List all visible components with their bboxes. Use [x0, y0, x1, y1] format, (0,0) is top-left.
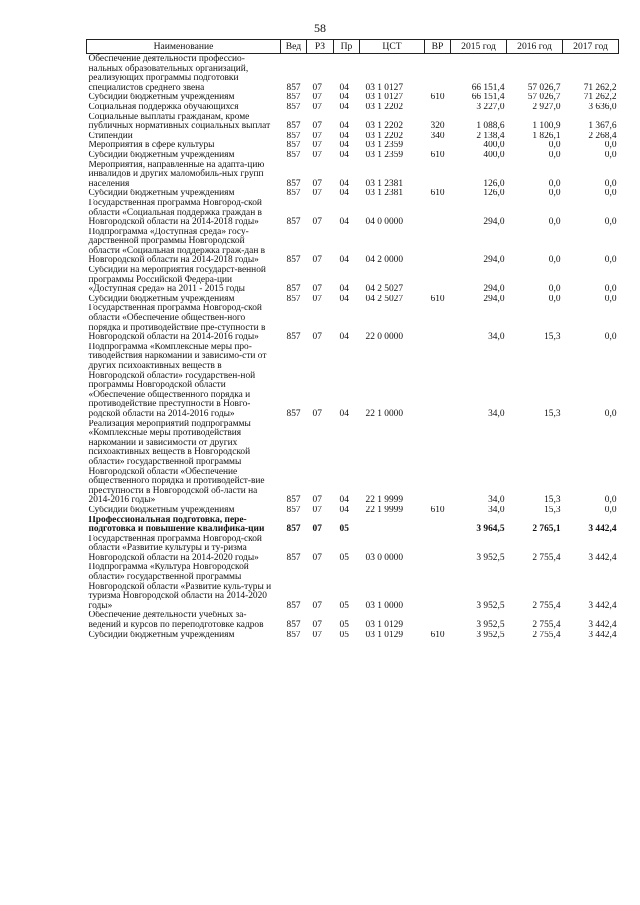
- cell-2017: 0,0: [604, 217, 617, 228]
- table-row: [87, 103, 619, 113]
- cell-cst: 03 1 2359: [365, 150, 403, 160]
- cell-2015: 294,0: [483, 284, 505, 295]
- cell-pr: 04: [339, 82, 349, 93]
- cell-2017: 0,0: [604, 294, 617, 304]
- cell-2016: 15,3: [544, 505, 561, 515]
- cell-ved: 857: [286, 332, 301, 343]
- header-ved: Вед: [281, 40, 307, 54]
- cell-pr: 04: [339, 93, 349, 103]
- cell-2015: 294,0: [483, 255, 505, 266]
- cell-2015: 2 138,4: [476, 131, 505, 141]
- cell-pr: 04: [339, 102, 349, 112]
- cell-pr: 05: [339, 620, 349, 631]
- cell-rz: 07: [312, 552, 322, 563]
- header-pr: Пр: [334, 40, 360, 54]
- cell-vr: [425, 199, 451, 228]
- cell-2017: 3 442,4: [588, 620, 617, 631]
- cell-vr: [425, 535, 451, 564]
- cell-pr: 04: [339, 150, 349, 160]
- cell-2016: 0,0: [548, 284, 561, 295]
- cell-name: Социальная поддержка обучающихся: [88, 102, 239, 112]
- cell-ved: 857: [286, 620, 301, 631]
- cell-rz: 07: [312, 102, 322, 112]
- cell-vr: 610: [430, 294, 445, 304]
- cell-rz: 07: [312, 178, 322, 189]
- cell-name: Подпрограмма «Культура Новгородской области» государственной программы Новгородской области «Развитие куль-туры и туризма Новгородской области на 2014-2020 годы»: [88, 563, 272, 611]
- cell-2017: 3 442,4: [588, 552, 617, 563]
- cell-pr: 05: [339, 552, 349, 563]
- cell-pr: 04: [339, 178, 349, 189]
- cell-vr: 610: [430, 189, 445, 199]
- cell-2017: 1 367,6: [588, 121, 617, 132]
- cell-2015: 66 151,4: [471, 82, 505, 93]
- cell-2015: 3 964,5: [476, 524, 505, 535]
- table-row: [87, 228, 619, 266]
- cell-2017: 0,0: [604, 189, 617, 199]
- cell-ved: 857: [286, 408, 301, 419]
- cell-cst: 04 2 0000: [365, 255, 403, 266]
- cell-pr: 04: [339, 408, 349, 419]
- cell-2016: 2 755,4: [532, 552, 561, 563]
- cell-2017: 0,0: [604, 141, 617, 151]
- cell-pr: 04: [339, 141, 349, 151]
- cell-2016: 1 100,9: [532, 121, 561, 132]
- cell-name: Мероприятия, направленные на адапта-цию инвалидов и других маломобиль-ных групп населения: [88, 160, 265, 189]
- cell-name: Подпрограмма «Комплексные меры про-тиводействия наркомании и зависимо-сти от других психоактивных веществ в Новгородской области» государствен-ной программы Новгородской области «Обеспечение общественного порядка и противодействие преступности в Новго-родской области на 2014-2016 годы»: [88, 342, 267, 419]
- cell-2016: 15,3: [544, 408, 561, 419]
- cell-ved: 857: [286, 600, 301, 611]
- cell-cst: 03 1 0000: [365, 600, 403, 611]
- table-row: [87, 343, 619, 420]
- cell-ved: 857: [286, 630, 301, 640]
- cell-vr: 610: [430, 505, 445, 515]
- cell-vr: 610: [430, 150, 445, 160]
- cell-2015: 66 151,4: [471, 93, 505, 103]
- cell-2016: 0,0: [548, 294, 561, 304]
- cell-2017: 0,0: [604, 284, 617, 295]
- cell-cst: 03 1 0127: [365, 93, 403, 103]
- cell-vr: [425, 516, 451, 535]
- cell-vr: [425, 343, 451, 420]
- cell-name: Субсидии бюджетным учреждениям: [88, 93, 235, 103]
- table-row: [87, 199, 619, 228]
- cell-pr: 04: [339, 332, 349, 343]
- cell-cst: 03 1 0127: [365, 82, 403, 93]
- cell-cst: 03 0 0000: [365, 552, 403, 563]
- cell-2015: 126,0: [483, 189, 505, 199]
- page-number: 58: [314, 21, 326, 35]
- cell-name: Мероприятия в сфере культуры: [88, 141, 215, 151]
- table-row: [87, 304, 619, 342]
- cell-name: Субсидии бюджетным учреждениям: [88, 294, 235, 304]
- cell-ved: 857: [286, 552, 301, 563]
- cell-2015: 34,0: [488, 408, 505, 419]
- cell-2016: 0,0: [548, 141, 561, 151]
- cell-vr: 340: [430, 131, 445, 141]
- cell-2015: 3 952,5: [476, 630, 505, 640]
- cell-rz: 07: [312, 284, 322, 295]
- cell-ved: 857: [286, 141, 301, 151]
- cell-cst: 03 1 2202: [365, 131, 403, 141]
- cell-vr: [425, 161, 451, 190]
- cell-name: Обеспечение деятельности учебных за-ведений и курсов по переподготовке кадров: [88, 611, 264, 631]
- cell-pr: 04: [339, 131, 349, 141]
- cell-pr: 04: [339, 121, 349, 132]
- cell-2016: 57 026,7: [527, 82, 561, 93]
- cell-2015: 1 088,6: [476, 121, 505, 132]
- cell-cst: 04 2 5027: [365, 284, 403, 295]
- table-row: [87, 132, 619, 142]
- cell-pr: 04: [339, 505, 349, 515]
- cell-vr: [425, 563, 451, 611]
- cell-ved: 857: [286, 93, 301, 103]
- cell-cst: 03 1 2359: [365, 141, 403, 151]
- cell-2015: 34,0: [488, 332, 505, 343]
- cell-2016: 15,3: [544, 332, 561, 343]
- cell-ved: 857: [286, 121, 301, 132]
- cell-rz: 07: [312, 524, 322, 535]
- table-row: [87, 161, 619, 190]
- cell-2017: 0,0: [604, 408, 617, 419]
- cell-cst: 03 1 2381: [365, 178, 403, 189]
- cell-2017: 0,0: [604, 332, 617, 343]
- cell-pr: 04: [339, 294, 349, 304]
- budget-table: [86, 39, 619, 640]
- cell-2015: 400,0: [483, 150, 505, 160]
- table-row: [87, 93, 619, 103]
- cell-ved: 857: [286, 294, 301, 304]
- cell-rz: 07: [312, 408, 322, 419]
- cell-cst: 03 1 0129: [365, 630, 403, 640]
- cell-rz: 07: [312, 505, 322, 515]
- cell-rz: 07: [312, 294, 322, 304]
- cell-vr: [425, 54, 451, 94]
- cell-pr: 05: [339, 630, 349, 640]
- cell-rz: 07: [312, 93, 322, 103]
- table-row: [87, 151, 619, 161]
- cell-ved: 857: [286, 189, 301, 199]
- cell-2015: 294,0: [483, 217, 505, 228]
- cell-cst: 22 0 0000: [365, 332, 403, 343]
- cell-name: Государственная программа Новгород-ской области «Обеспечение обществен-ного порядка и противодействие пре-ступности в Новгородской области на 2014-2016 годы»: [88, 304, 266, 343]
- table-row: [87, 295, 619, 305]
- cell-2017: 2 268,4: [588, 131, 617, 141]
- cell-2015: 34,0: [488, 495, 505, 506]
- cell-cst: 22 1 9999: [365, 495, 403, 506]
- cell-rz: 07: [312, 600, 322, 611]
- cell-vr: 610: [430, 630, 445, 640]
- table-row: [87, 516, 619, 535]
- cell-ved: 857: [286, 102, 301, 112]
- cell-ved: 857: [286, 178, 301, 189]
- cell-name: Субсидии бюджетным учреждениям: [88, 150, 235, 160]
- cell-rz: 07: [312, 150, 322, 160]
- cell-vr: [425, 420, 451, 506]
- cell-name: Обеспечение деятельности профессио-нальных образовательных организаций, реализующих программы подготовки специалистов среднего звена: [88, 54, 249, 93]
- cell-ved: 857: [286, 284, 301, 295]
- cell-name: Реализация мероприятий подпрограммы «Комплексные меры противодействия наркомании и зависимости от других психоактивных веществ в Новгородской области» государственной программы Новгородской области «Обеспечение общественного порядка и противодейст-вие преступности в Новгородской об-ласти на 2014-2016 годы»: [88, 419, 265, 506]
- cell-2016: 2 765,1: [532, 524, 561, 535]
- cell-pr: 04: [339, 284, 349, 295]
- cell-vr: [425, 266, 451, 295]
- cell-2015: 126,0: [483, 178, 505, 189]
- table-row: [87, 54, 619, 94]
- cell-pr: 04: [339, 189, 349, 199]
- cell-2017: 3 442,4: [588, 600, 617, 611]
- cell-name: Субсидии на мероприятия государст-венной программы Российской Федера-ции «Доступная среда» на 2011 - 2015 годы: [88, 266, 266, 295]
- cell-ved: 857: [286, 524, 301, 535]
- cell-2017: 0,0: [604, 178, 617, 189]
- cell-vr: 320: [430, 121, 445, 132]
- cell-name: Государственная программа Новгород-ской области «Развитие культуры и ту-ризма Новгородской области на 2014-2020 годы»: [88, 534, 262, 563]
- cell-rz: 07: [312, 620, 322, 631]
- table-row: [87, 189, 619, 199]
- cell-rz: 07: [312, 217, 322, 228]
- cell-cst: 03 1 2202: [365, 102, 403, 112]
- cell-name: Подпрограмма «Доступная среда» госу-дарственной программы Новгородской области «Социальная поддержка граж-дан в Новгородской области на 2014-2018 годы»: [88, 227, 266, 266]
- table-row: [87, 631, 619, 641]
- header-2015: 2015 год: [451, 40, 507, 54]
- cell-2016: 2 927,0: [532, 102, 561, 112]
- cell-vr: [425, 304, 451, 342]
- cell-2016: 15,3: [544, 495, 561, 506]
- table-row: [87, 535, 619, 564]
- cell-2016: 0,0: [548, 150, 561, 160]
- cell-ved: 857: [286, 217, 301, 228]
- cell-ved: 857: [286, 150, 301, 160]
- cell-rz: 07: [312, 630, 322, 640]
- table-row: [87, 113, 619, 132]
- cell-2016: 2 755,4: [532, 630, 561, 640]
- cell-2015: 3 227,0: [476, 102, 505, 112]
- cell-2017: 0,0: [604, 150, 617, 160]
- cell-cst: 03 1 2381: [365, 189, 403, 199]
- cell-2016: 2 755,4: [532, 600, 561, 611]
- cell-ved: 857: [286, 82, 301, 93]
- cell-cst: [360, 516, 425, 535]
- cell-pr: 04: [339, 217, 349, 228]
- cell-2017: 3 442,4: [588, 630, 617, 640]
- table-body: [87, 54, 619, 641]
- cell-name: Стипендии: [88, 131, 133, 141]
- table-row: [87, 420, 619, 506]
- cell-rz: 07: [312, 189, 322, 199]
- cell-pr: 04: [339, 495, 349, 506]
- header-2017: 2017 год: [563, 40, 619, 54]
- cell-cst: 22 1 9999: [365, 505, 403, 515]
- cell-rz: 07: [312, 141, 322, 151]
- cell-2017: 0,0: [604, 255, 617, 266]
- cell-vr: [425, 103, 451, 113]
- cell-2015: 3 952,5: [476, 552, 505, 563]
- header-cst: ЦСТ: [360, 40, 425, 54]
- cell-vr: [425, 141, 451, 151]
- cell-vr: [425, 611, 451, 630]
- cell-2016: 57 026,7: [527, 93, 561, 103]
- header-vr: ВР: [425, 40, 451, 54]
- cell-ved: 857: [286, 255, 301, 266]
- cell-2017: 71 262,2: [583, 93, 617, 103]
- cell-2016: 1 826,1: [532, 131, 561, 141]
- cell-pr: 05: [339, 600, 349, 611]
- cell-name: Субсидии бюджетным учреждениям: [88, 630, 235, 640]
- cell-cst: 04 2 5027: [365, 294, 403, 304]
- table-header-row: [87, 40, 619, 54]
- table-row: [87, 563, 619, 611]
- cell-2015: 34,0: [488, 505, 505, 515]
- cell-name: Социальные выплаты гражданам, кроме публичных нормативных социальных выплат: [88, 112, 271, 132]
- cell-2017: 3 636,0: [588, 102, 617, 112]
- cell-rz: 07: [312, 121, 322, 132]
- cell-2015: 400,0: [483, 141, 505, 151]
- table-row: [87, 141, 619, 151]
- cell-name: Субсидии бюджетным учреждениям: [88, 189, 235, 199]
- cell-2016: 0,0: [548, 217, 561, 228]
- cell-2017: 0,0: [604, 495, 617, 506]
- cell-ved: 857: [286, 131, 301, 141]
- cell-2017: 0,0: [604, 505, 617, 515]
- cell-ved: 857: [286, 495, 301, 506]
- cell-pr: 05: [339, 524, 349, 535]
- cell-cst: 03 1 0129: [365, 620, 403, 631]
- cell-rz: 07: [312, 82, 322, 93]
- cell-cst: 03 1 2202: [365, 121, 403, 132]
- cell-rz: 07: [312, 495, 322, 506]
- cell-2015: 294,0: [483, 294, 505, 304]
- cell-name: Государственная программа Новгород-ской области «Социальная поддержка граждан в Новгородской области на 2014-2018 годы»: [88, 198, 262, 228]
- cell-rz: 07: [312, 131, 322, 141]
- cell-2015: 3 952,5: [476, 620, 505, 631]
- cell-vr: [425, 228, 451, 266]
- cell-vr: 610: [430, 93, 445, 103]
- cell-2017: 3 442,4: [588, 524, 617, 535]
- cell-pr: 04: [339, 255, 349, 266]
- cell-rz: 07: [312, 255, 322, 266]
- cell-2016: 2 755,4: [532, 620, 561, 631]
- cell-2017: 71 262,2: [583, 82, 617, 93]
- header-name: Наименование: [87, 40, 281, 54]
- cell-ved: 857: [286, 505, 301, 515]
- table-row: [87, 611, 619, 630]
- cell-2016: 0,0: [548, 178, 561, 189]
- header-rz: РЗ: [307, 40, 334, 54]
- table-row: [87, 266, 619, 295]
- cell-cst: 04 0 0000: [365, 217, 403, 228]
- cell-2016: 0,0: [548, 255, 561, 266]
- cell-rz: 07: [312, 332, 322, 343]
- header-2016: 2016 год: [507, 40, 563, 54]
- cell-2015: 3 952,5: [476, 600, 505, 611]
- cell-2016: 0,0: [548, 189, 561, 199]
- cell-name: Профессиональная подготовка, пере-подготовка и повышение квалифика-ции: [88, 515, 265, 535]
- table-row: [87, 506, 619, 516]
- cell-cst: 22 1 0000: [365, 408, 403, 419]
- cell-name: Субсидии бюджетным учреждениям: [88, 505, 235, 515]
